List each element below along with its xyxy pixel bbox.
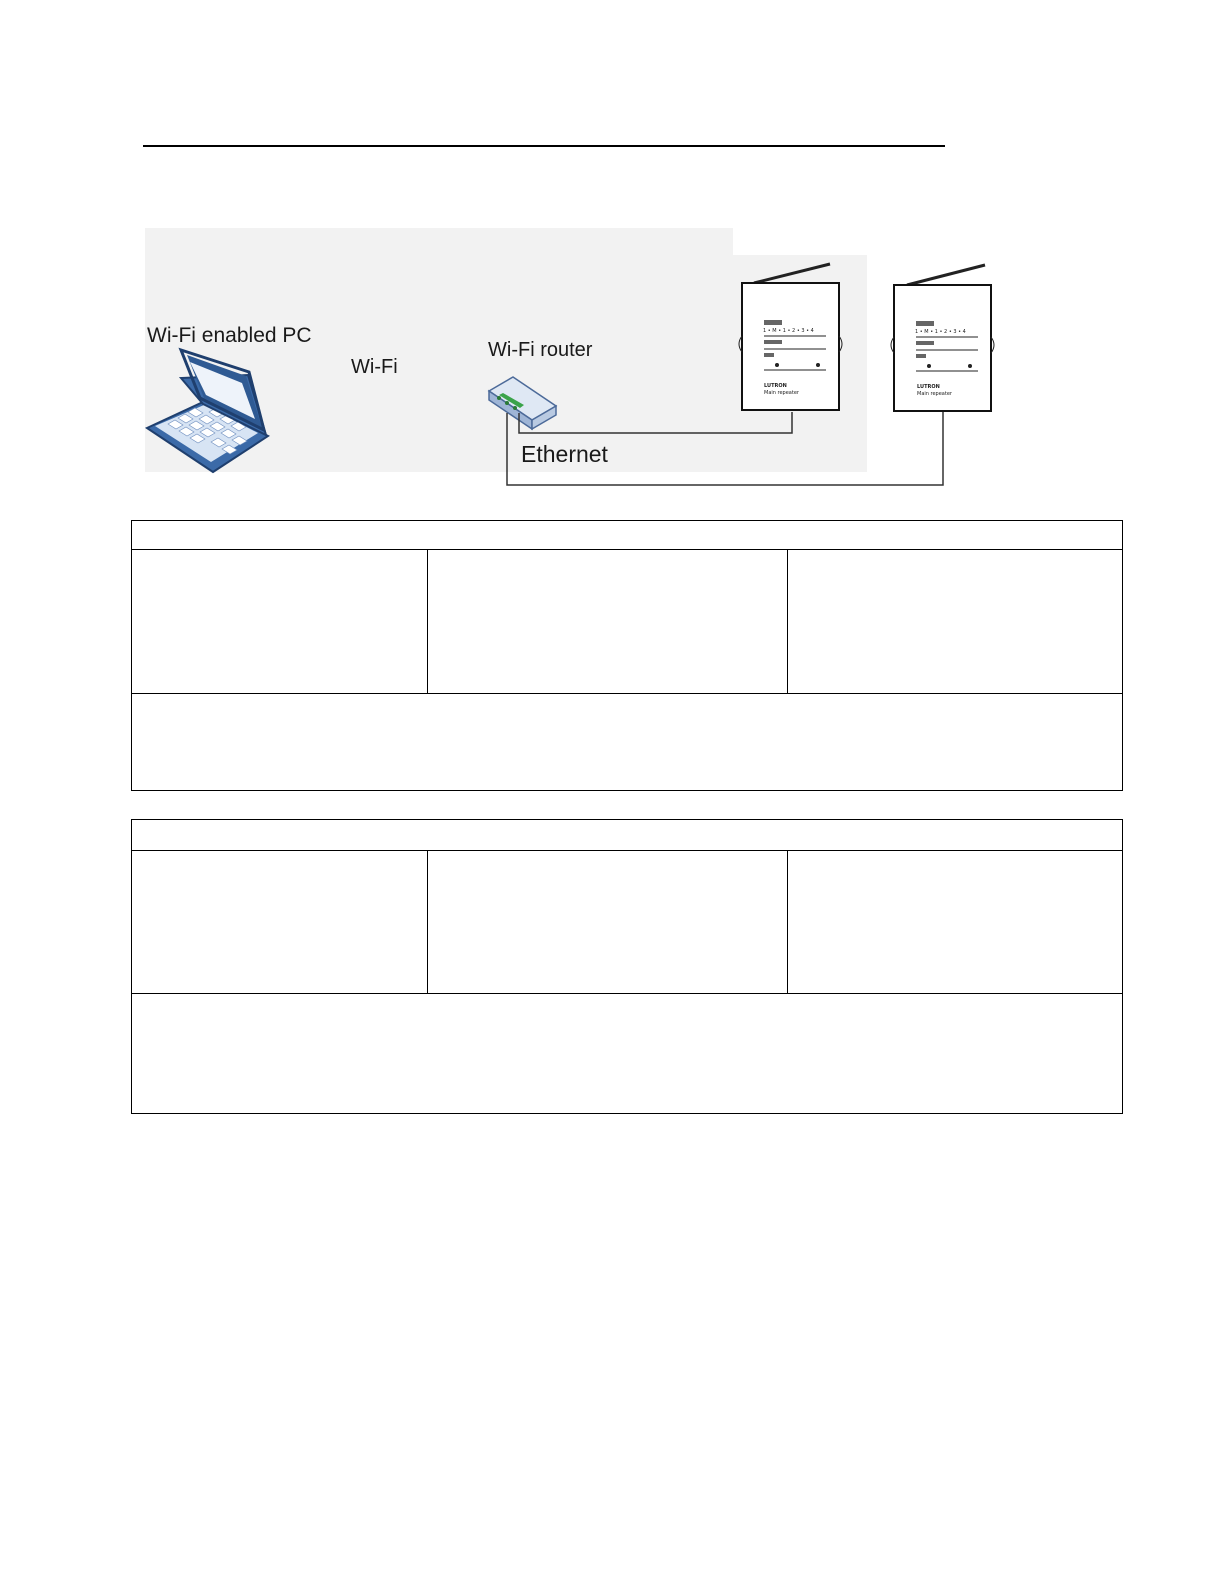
table-2-cell-3 xyxy=(787,851,1122,994)
table-2-header xyxy=(132,820,1123,851)
table-1-cell-2 xyxy=(428,550,787,694)
svg-text:LUTRON: LUTRON xyxy=(917,384,940,390)
table-2-footer xyxy=(132,994,1123,1114)
table-1-cell-1 xyxy=(132,550,428,694)
table-1-footer xyxy=(132,694,1123,791)
svg-text:Main repeater: Main repeater xyxy=(764,390,799,396)
table-2-cell-1 xyxy=(132,851,428,994)
label-wifi-router: Wi-Fi router xyxy=(488,339,593,361)
table-1-cell-3 xyxy=(787,550,1122,694)
form-table-1 xyxy=(131,520,1123,791)
label-ethernet: Ethernet xyxy=(521,441,608,467)
network-diagram xyxy=(0,0,1225,500)
svg-text:LUTRON: LUTRON xyxy=(764,383,787,389)
form-table-2 xyxy=(131,819,1123,1114)
repeater-1-icon xyxy=(739,264,842,410)
svg-text:1 • M • 1 • 2 • 3 • 4: 1 • M • 1 • 2 • 3 • 4 xyxy=(915,329,966,335)
svg-text:Main repeater: Main repeater xyxy=(917,391,952,397)
label-wifi: Wi-Fi xyxy=(351,356,398,378)
network-diagram-svg xyxy=(0,0,1225,500)
svg-text:1 • M • 1 • 2 • 3 • 4: 1 • M • 1 • 2 • 3 • 4 xyxy=(763,328,814,334)
label-wifi-pc: Wi-Fi enabled PC xyxy=(147,324,312,347)
table-1-header xyxy=(132,521,1123,550)
repeater-2-icon xyxy=(891,265,994,411)
table-2-cell-2 xyxy=(428,851,787,994)
